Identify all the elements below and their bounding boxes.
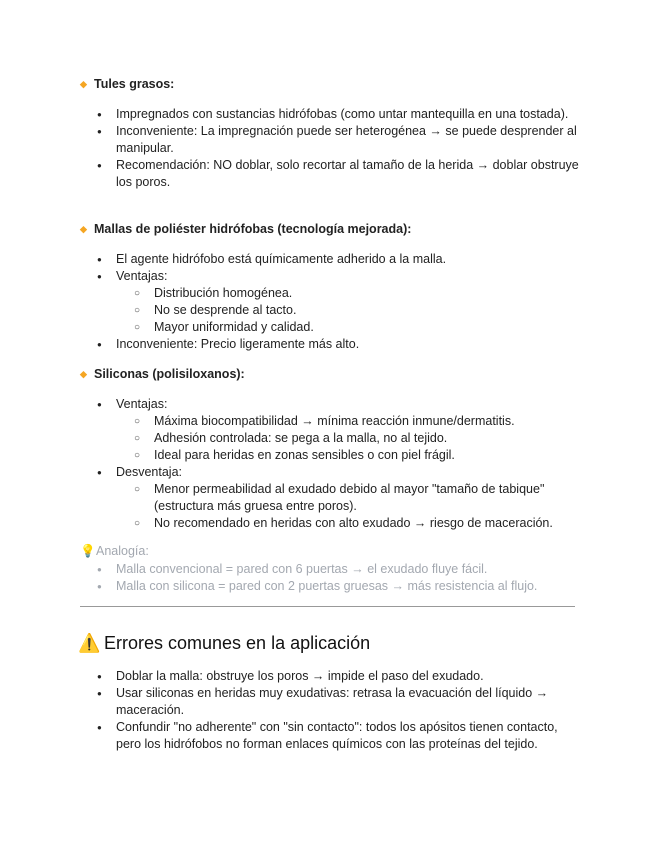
list-item: ● Malla convencional = pared con 6 puertas → el exudado fluye fácil. [96, 561, 586, 578]
sublist-desventaja [116, 481, 586, 532]
list-item: ● Usar siliconas en heridas muy exudativas: retrasa la evacuación del líquido → maceración. [96, 685, 586, 719]
warning-icon: ⚠️ [78, 633, 101, 653]
list-item: ● Desventaja: ○ Menor permeabilidad al exudado debido al mayor "tamaño de tabique" (estructura más gruesa entre poros). ○ No recomendado en heridas con alto exudado → riesgo de maceración. [96, 464, 586, 532]
errors-heading: ⚠️ Errores comunes en la aplicación [78, 633, 371, 653]
list-item: ● Impregnados con sustancias hidrófobas (como untar mantequilla en una tostada). [96, 106, 586, 123]
list-item: ● Ventajas: ○ Distribución homogénea. ○ No se desprende al tacto. ○ Mayor uniformidad y calidad. [96, 268, 586, 336]
list-item: ● Ventajas: ○ Máxima biocompatibilidad → mínima reacción inmune/dermatitis. ○ Adhesión controlada: se pega a la malla, no al tejido. ○ Ideal para heridas en zonas sensibles o con piel frágil. [96, 396, 586, 464]
analogy-heading: 💡Analogía: [80, 544, 149, 558]
list-analogy [96, 561, 586, 595]
list-tules [96, 106, 586, 191]
list-errors [96, 668, 586, 753]
sublist-ventajas [116, 285, 586, 336]
sublist-item: ○ Ideal para heridas en zonas sensibles o con piel frágil. [116, 447, 586, 464]
sublist-item: ○ Adhesión controlada: se pega a la malla, no al tejido. [116, 430, 586, 447]
section-heading-siliconas: ◆ Siliconas (polisiloxanos): [80, 367, 245, 381]
sublist-item: ○ No se desprende al tacto. [116, 302, 586, 319]
sublist-item: ○ Mayor uniformidad y calidad. [116, 319, 586, 336]
sublist-item: ○ No recomendado en heridas con alto exudado → riesgo de maceración. [116, 515, 586, 532]
list-siliconas [96, 396, 586, 532]
list-mallas [96, 251, 586, 353]
sublist-ventajas [116, 413, 586, 464]
list-item: ● Doblar la malla: obstruye los poros → impide el paso del exudado. [96, 668, 586, 685]
lightbulb-icon: 💡 [80, 544, 96, 558]
section-heading-tules: ◆ Tules grasos: [80, 77, 175, 91]
list-item: ● Inconveniente: Precio ligeramente más alto. [96, 336, 586, 353]
orange-diamond-icon: ◆ [80, 369, 87, 379]
sublist-item: ○ Distribución homogénea. [116, 285, 586, 302]
orange-diamond-icon: ◆ [80, 79, 87, 89]
section-heading-mallas: ◆ Mallas de poliéster hidrófobas (tecnología mejorada): [80, 222, 412, 236]
list-item: ● Malla con silicona = pared con 2 puertas gruesas → más resistencia al flujo. [96, 578, 586, 595]
list-item: ● Inconveniente: La impregnación puede ser heterogénea → se puede desprender al manipular. [96, 123, 586, 157]
list-item: ● Confundir "no adherente" con "sin contacto": todos los apósitos tienen contacto, pero los hidrófobos no forman enlaces químicos con las proteínas del tejido. [96, 719, 586, 753]
orange-diamond-icon: ◆ [80, 224, 87, 234]
list-item: ● El agente hidrófobo está químicamente adherido a la malla. [96, 251, 586, 268]
section-divider [80, 606, 575, 607]
sublist-item: ○ Máxima biocompatibilidad → mínima reacción inmune/dermatitis. [116, 413, 586, 430]
sublist-item: ○ Menor permeabilidad al exudado debido al mayor "tamaño de tabique" (estructura más gruesa entre poros). [116, 481, 586, 515]
list-item: ● Recomendación: NO doblar, solo recortar al tamaño de la herida → doblar obstruye los poros. [96, 157, 586, 191]
